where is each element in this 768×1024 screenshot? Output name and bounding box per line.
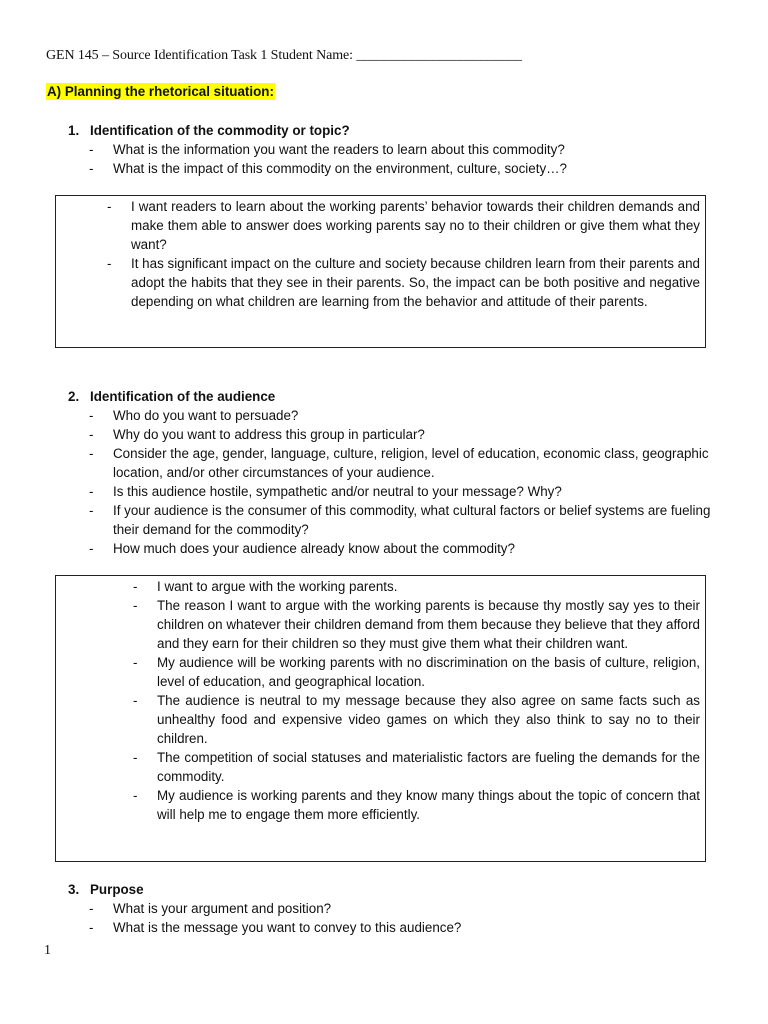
bullet-dash: - <box>89 446 94 461</box>
answer-text: I want to argue with the working parents. <box>157 579 398 594</box>
answer-text: The competition of social statuses and materialistic factors are fueling the demands for the commodity. <box>157 750 700 784</box>
prompt-item <box>88 501 728 539</box>
question-1-label: Identification of the commodity or topic? <box>90 123 350 138</box>
prompt-text: What is the message you want to convey to this audience? <box>113 920 462 935</box>
bullet-dash: - <box>89 503 94 518</box>
question-3-label: Purpose <box>90 882 144 897</box>
prompt-text: If your audience is the consumer of this commodity, what cultural factors or belief systems are fueling their demand for the commodity? <box>113 503 711 537</box>
answer-item <box>132 786 700 824</box>
prompt-text: How much does your audience already know about the commodity? <box>113 541 515 556</box>
answer-item <box>132 653 700 691</box>
question-2-answers <box>132 577 700 824</box>
prompt-item <box>88 406 728 425</box>
prompt-text: Consider the age, gender, language, culture, religion, level of education, economic class, geographic location, and/or other circumstances of your audience. <box>113 446 709 480</box>
answer-item <box>106 197 700 254</box>
prompt-item <box>88 482 728 501</box>
prompt-text: What is your argument and position? <box>113 901 332 916</box>
bullet-dash: - <box>133 598 138 613</box>
question-3-number: 3. <box>68 882 80 897</box>
section-a-heading: A) Planning the rhetorical situation: <box>47 84 274 99</box>
bullet-dash: - <box>107 199 112 214</box>
bullet-dash: - <box>89 541 94 556</box>
prompt-item <box>88 539 728 558</box>
answer-text: It has significant impact on the culture and society because children learn from their parents and adopt the habits that they see in their parents. So, the impact can be both positive and negative depending on what children are learning from the behavior and attitude of their parents. <box>131 256 700 309</box>
bullet-dash: - <box>89 901 94 916</box>
answer-text: My audience will be working parents with no discrimination on the basis of culture, religion, level of education, and geographical location. <box>157 655 700 689</box>
answer-text: The reason I want to argue with the working parents is because thy mostly say yes to their children on whatever their children demand from them because they believe that they afford and they earn for their children so they must give them what their children want. <box>157 598 700 651</box>
answer-item <box>106 254 700 311</box>
answer-text: The audience is neutral to my message because they also agree on same facts such as unhealthy food and expensive video games on which they also think to say no to their children. <box>157 693 700 746</box>
bullet-dash: - <box>133 579 138 594</box>
page-number: 1 <box>44 943 51 958</box>
question-2-title <box>68 387 275 406</box>
bullet-dash: - <box>89 427 94 442</box>
prompt-item <box>88 140 728 159</box>
question-1-prompts <box>88 140 728 178</box>
answer-item <box>132 748 700 786</box>
question-2-number: 2. <box>68 389 80 404</box>
bullet-dash: - <box>107 256 112 271</box>
bullet-dash: - <box>89 920 94 935</box>
question-2-label: Identification of the audience <box>90 389 276 404</box>
prompt-item <box>88 899 728 918</box>
question-1-answers <box>106 197 700 311</box>
bullet-dash: - <box>89 161 94 176</box>
bullet-dash: - <box>133 655 138 670</box>
question-3-title <box>68 880 144 899</box>
prompt-item <box>88 159 728 178</box>
bullet-dash: - <box>133 788 138 803</box>
answer-text: My audience is working parents and they know many things about the topic of concern that will help me to engage them more efficiently. <box>157 788 700 822</box>
prompt-text: Who do you want to persuade? <box>113 408 299 423</box>
question-1-title <box>68 121 350 140</box>
prompt-item <box>88 425 728 444</box>
prompt-item <box>88 918 728 937</box>
prompt-text: Why do you want to address this group in particular? <box>113 427 425 442</box>
answer-item <box>132 691 700 748</box>
prompt-text: What is the impact of this commodity on the environment, culture, society…? <box>113 161 567 176</box>
bullet-dash: - <box>133 693 138 708</box>
prompt-item <box>88 444 728 482</box>
question-3-prompts <box>88 899 728 937</box>
document-header: GEN 145 – Source Identification Task 1 Student Name: ________________________ <box>46 48 522 63</box>
question-1-number: 1. <box>68 123 80 138</box>
answer-item <box>132 596 700 653</box>
bullet-dash: - <box>89 408 94 423</box>
prompt-text: Is this audience hostile, sympathetic and/or neutral to your message? Why? <box>113 484 562 499</box>
bullet-dash: - <box>133 750 138 765</box>
bullet-dash: - <box>89 142 94 157</box>
bullet-dash: - <box>89 484 94 499</box>
prompt-text: What is the information you want the readers to learn about this commodity? <box>113 142 565 157</box>
answer-item <box>132 577 700 596</box>
answer-text: I want readers to learn about the working parents’ behavior towards their children demands and make them able to answer does working parents say no to their children or give them what they want? <box>131 199 700 252</box>
question-2-prompts <box>88 406 728 558</box>
